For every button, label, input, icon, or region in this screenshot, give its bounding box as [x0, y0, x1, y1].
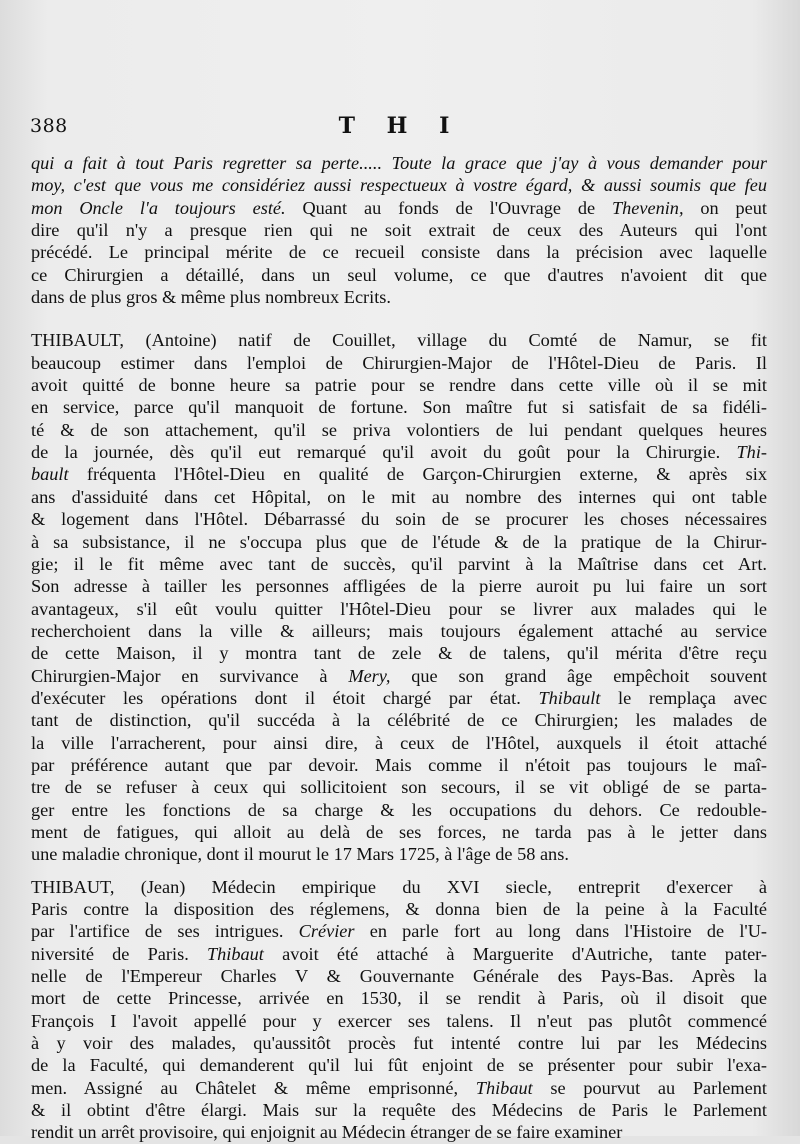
- text-line: moy, c'est que vous me considériez aussi respectueux à vostre égard, & aussi soumis que feu: [31, 175, 767, 196]
- paragraph-thevenin-conclusion: [31, 152, 767, 308]
- text-line: François I l'avoit appellé pour y exercer ses talens. Il n'eut pas plutôt commencé: [31, 1010, 767, 1031]
- paragraph-gap: [31, 308, 767, 329]
- page-body: [31, 152, 767, 1144]
- text-line: tant de distinction, qu'il succéda à la célébrité de ce Chirurgien; les malades de: [31, 710, 767, 731]
- text-line: par préférence autant que par devoir. Mais comme il n'étoit pas toujours le maî-: [31, 754, 767, 775]
- text-line: de la Faculté, qui demanderent qu'il lui fût enjoint de se présenter pour subir l'exa-: [31, 1055, 767, 1076]
- text-line: Paris contre la disposition des réglemens, & donna bien de la peine à la Faculté: [31, 899, 767, 919]
- entry-thibaut-jean: [31, 876, 767, 1144]
- text-line: de la journée, dès qu'il eut remarqué qu'il avoit du goût pour la Chirurgie. Thi-: [31, 442, 767, 463]
- text-line: ment de fatigues, qui alloit au delà de ses forces, ne tarda pas à le jetter dans: [31, 821, 767, 842]
- text-line: & logement dans l'Hôtel. Débarrassé du soin de se procurer les choses nécessaires: [31, 509, 767, 530]
- text-line: dans de plus gros & même plus nombreux Ecrits.: [31, 287, 391, 308]
- text-line: d'exécuter les opérations dont il étoit chargé par état. Thibault le remplaça avec: [31, 687, 767, 708]
- text-line: niversité de Paris. Thibaut avoit été attaché à Marguerite d'Autriche, tante pater-: [31, 943, 767, 964]
- text-line: & il obtint d'être élargi. Mais sur la requête des Médecins de Paris le Parlement: [31, 1100, 767, 1121]
- text-line: à sa subsistance, il ne s'occupa plus que de l'étude & de la pratique de la Chirur-: [31, 531, 767, 552]
- page-number: 388: [30, 115, 68, 137]
- paragraph-gap: [31, 866, 767, 876]
- text-line: une maladie chronique, dont il mourut le 17 Mars 1725, à l'âge de 58 ans.: [31, 844, 569, 865]
- text-line: avantageux, s'il eût voulu quitter l'Hôtel-Dieu pour se livrer aux malades qui le: [31, 598, 767, 619]
- text-line: mon Oncle l'a toujours esté. Quant au fonds de l'Ouvrage de Thevenin, on peut: [31, 197, 767, 218]
- text-line: avoit quitté de bonne heure sa patrie pour se rendre dans cette ville où il se mit: [31, 375, 767, 396]
- text-line: Son adresse à tailler les personnes affligées de la pierre auroit pu lui faire un sort: [31, 576, 767, 597]
- text-line: à y voir des malades, qu'aussitôt procès fut intenté contre lui par les Médecins: [31, 1033, 767, 1054]
- text-line: par l'artifice de ses intrigues. Crévier en parle fort au long dans l'Histoire de l'U-: [31, 921, 767, 942]
- entry-thibault-antoine: [31, 329, 767, 865]
- text-line: beaucoup estimer dans l'emploi de Chirurgien-Major de l'Hôtel-Dieu de Paris. Il: [31, 352, 767, 373]
- text-line: Chirurgien-Major en survivance à Mery, que son grand âge empêchoit souvent: [31, 665, 767, 686]
- page-header: [30, 113, 770, 143]
- text-line: ce Chirurgien a détaillé, dans un seul volume, ce que d'autres n'avoient dit que: [31, 264, 767, 285]
- text-line: précédé. Le principal mérite de ce recueil consiste dans la précision avec laquelle: [31, 242, 767, 263]
- text-line: té & de son attachement, qu'il se priva volontiers de lui pendant quelques heures: [31, 419, 767, 440]
- text-line: THIBAUT, (Jean) Médecin empirique du XVI siecle, entreprit d'exercer à: [31, 876, 767, 897]
- text-line: ans d'assiduité dans cet Hôpital, on le mit au nombre des internes qui ont table: [31, 486, 767, 507]
- text-line: men. Assigné au Châtelet & même emprisonné, Thibaut se pourvut au Parlement: [31, 1077, 767, 1098]
- text-line: gie; il le fit même avec tant de succès, qu'il parvint à la Maîtrise dans cet Art.: [31, 553, 767, 574]
- text-line: de cette Maison, il y montra tant de zele & de talens, qu'il mérita d'être reçu: [31, 643, 767, 664]
- text-line: mort de cette Princesse, arrivée en 1530, il se rendit à Paris, où il disoit que: [31, 988, 767, 1009]
- text-line: qui a fait à tout Paris regretter sa perte..... Toute la grace que j'ay à vous demander pour: [31, 153, 767, 173]
- text-line: en service, parce qu'il manquoit de fortune. Son maître fut si satisfait de sa fidéli-: [31, 397, 767, 418]
- text-line: rendit un arrêt provisoire, qui enjoignit au Médecin étranger de se faire examiner: [31, 1122, 623, 1143]
- text-line: THIBAULT, (Antoine) natif de Couillet, village du Comté de Namur, se fit: [31, 330, 767, 351]
- text-line: nelle de l'Empereur Charles V & Gouvernante Générale des Pays-Bas. Après la: [31, 966, 767, 987]
- text-line: dire qu'il n'y a presque rien qui ne soit extrait de ceux des Auteurs qui l'ont: [31, 220, 767, 241]
- text-line: ger entre les fonctions de sa charge & les occupations du dehors. Ce redouble-: [31, 799, 767, 820]
- text-line: bault fréquenta l'Hôtel-Dieu en qualité de Garçon-Chirurgien externe, & après six: [31, 464, 767, 485]
- text-line: recherchoient dans la ville & ailleurs; mais toujours également attaché au service: [31, 620, 767, 641]
- text-line: la ville l'arracherent, pour ainsi dire, à ceux de l'Hôtel, auxquels il étoit attaché: [31, 732, 767, 753]
- text-line: tre de se refuser à ceux qui sollicitoient son secours, il se vit obligé de se parta-: [31, 777, 767, 798]
- running-head: T H I: [338, 113, 462, 139]
